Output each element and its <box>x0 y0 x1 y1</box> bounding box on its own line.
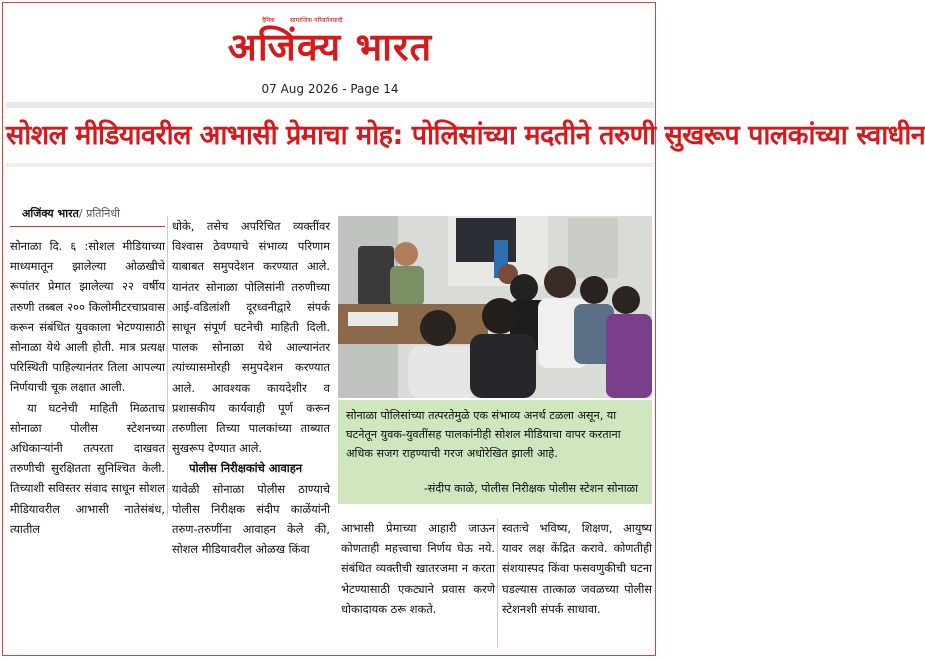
headline: सोशल मीडियावरील आभासी प्रेमाचा मोह: पोलिसांच्या मदतीने तरुणी सुखरूप पालकांच्या स्वाधीन <box>6 120 925 151</box>
column-divider <box>167 216 168 516</box>
masthead <box>0 6 660 76</box>
paragraph-3: धोके, तसेच अपरिचित व्यक्तींवर विश्वास ठेवण्याचे संभाव्य परिणाम याबाबत समुपदेशन करण्यात आले. यानंतर सोनाळा पोलिसांनी तरुणीच्या आई-वडिलांशी दूरध्वनीद्वारे संपर्क साधून संपूर्ण घटनेची माहिती दिली. पालक सोनाळा येथे आल्यानंतर त्यांच्यासमोरही समुपदेशन करण्यात आले. आवश्यक कायदेशीर व प्रशासकीय कार्यवाही पूर्ण करून तरुणीला तिच्या पालकांच्या ताब्यात सुखरूप देण्यात आले. <box>172 219 330 456</box>
byline-paper: अजिंक्य भारत <box>22 207 79 220</box>
paragraph-4: यावेळी सोनाळा पोलीस ठाण्याचे पोलीस निरीक्षक संदीप काळेंयांनी तरुण-तरुणींना आवाहन केले की, सोशल मीडियावरील ओळख किंवा <box>172 481 330 557</box>
article-column-2 <box>172 216 330 559</box>
column-divider-2 <box>497 518 498 648</box>
news-photo <box>338 216 652 398</box>
date-page: 07 Aug 2026 - Page 14 <box>261 82 399 96</box>
subheading: पोलीस निरीक्षकांचे आवाहन <box>189 461 303 476</box>
byline-rule <box>10 226 165 227</box>
quote-text: सोनाळा पोलिसांच्या तत्परतेमुळे एक संभाव्य अनर्थ टळला असून, या घटनेतून युवक-युवतींसह पालकांनीही सोशल मीडियाचा वापर करताना अधिक सजग राहण्याची गरज अधोरेखित झाली आहे. <box>346 409 621 460</box>
quote-attribution: -संदीप काळे, पोलीस निरीक्षक पोलीस स्टेशन सोनाळा <box>423 482 638 495</box>
top-band <box>6 102 654 108</box>
photo-illustration <box>338 216 652 398</box>
paragraph-2: या घटनेची माहिती मिळताच सोनाळा पोलीस स्टेशनच्या अधिकाऱ्यांनी तत्परता दाखवत तरुणीची सुरक्षितता सुनिश्चित केली. तिच्याशी सविस्तर संवाद साधून सोशल मीडियावरील आभासी नातेसंबंध, त्यातील <box>10 400 165 536</box>
byline-role: / प्रतिनिधी <box>78 207 121 220</box>
paragraph-6: स्वतःचे भविष्य, शिक्षण, आयुष्य यावर लक्ष केंद्रित करावे. कोणतीही संशयास्पद किंवा फसवणुकीची घटना घडल्यास तात्काळ जवळच्या पोलीस स्टेशनशी संपर्क साधावा. <box>502 521 652 616</box>
paragraph-1: सोनाळा दि. ६ :सोशल मीडियाच्या माध्यमातून झालेल्या ओळखीचे रूपांतर प्रेमात झालेल्या २२ वर्षीय तरुणी तब्बल २०० किलोमीटरचाप्रवास करून संबंधित युवकाला भेटण्यासाठी सोनाळा येथे आली होती. मात्र प्रत्यक्ष परिस्थिती पाहिल्यानंतर तिला आपल्या निर्णयाची चूक लक्षात आली. <box>10 239 165 395</box>
article-column-4 <box>502 518 652 619</box>
quote-box <box>338 400 652 504</box>
masthead-tagline: सामाजिक परिवर्तनवादी <box>290 17 343 24</box>
byline <box>22 206 120 221</box>
article-column-1 <box>10 236 165 539</box>
masthead-tagline-small: दैनिक <box>262 17 275 24</box>
paragraph-5: आभासी प्रेमाच्या आहारी जाऊन कोणताही महत्त्वाचा निर्णय घेऊ नये. संबंधित व्यक्तीची खातरजमा न करता भेटण्यासाठी एकट्याने प्रवास करणे धोकादायक ठरू शकते. <box>341 521 495 616</box>
article-column-3 <box>341 518 495 619</box>
headline-rule <box>6 163 654 167</box>
newspaper-logo: अजिंक्य भारत <box>227 24 433 69</box>
